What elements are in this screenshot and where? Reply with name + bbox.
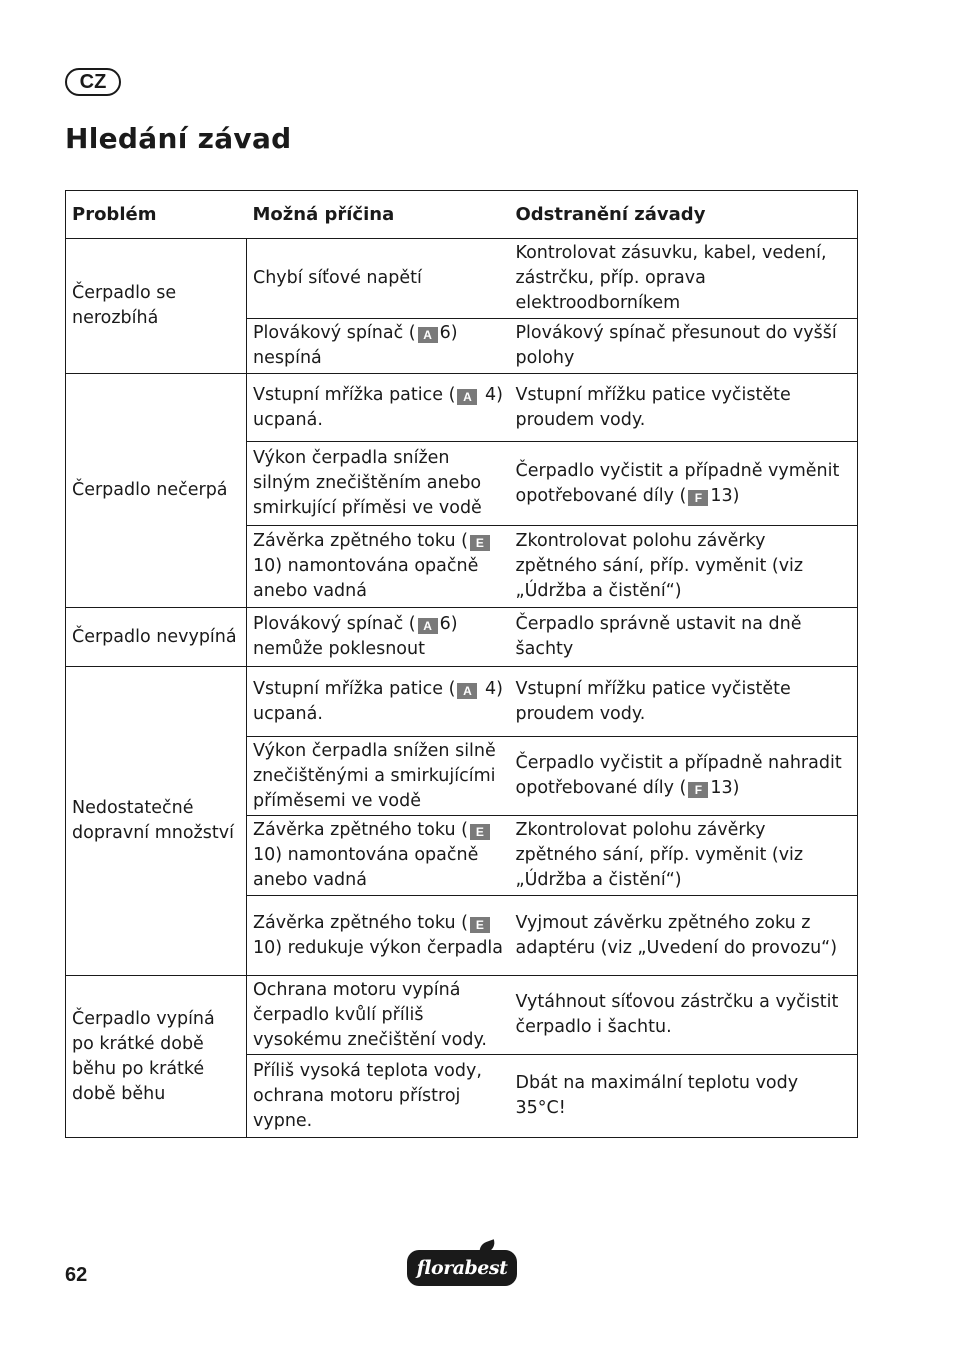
brand-logo xyxy=(407,1250,517,1286)
fix-cell xyxy=(510,608,858,667)
figure-ref-badge: A xyxy=(457,683,477,699)
figure-ref-badge: E xyxy=(470,535,490,551)
cause-text: Ochrana motoru vypíná čerpadlo kvůlí příliš vysokému znečištění vody. xyxy=(253,979,487,1050)
fix-text: 13) xyxy=(710,778,740,798)
language-badge: CZ xyxy=(65,68,121,96)
cause-text: Výkon čerpadla snížen silným znečištěním anebo smirkující příměsi ve vodě xyxy=(253,448,482,518)
fix-text: Čerpadlo správně ustavit na dně šachty xyxy=(515,614,802,659)
table-body xyxy=(66,239,858,1138)
fix-cell xyxy=(510,374,858,442)
fix-text: 13) xyxy=(710,485,740,506)
fix-text: Čerpadlo vyčistit a případně vyměnit opotřebované díly ( xyxy=(515,460,840,506)
table-header-row xyxy=(66,191,858,239)
cause-text: 4) ucpaná. xyxy=(253,384,503,430)
cause-text: 4) ucpaná. xyxy=(253,678,503,724)
cause-cell xyxy=(247,816,510,896)
cause-cell xyxy=(247,737,510,816)
figure-ref-badge: E xyxy=(470,917,490,933)
fix-text: Plovákový spínač přesunout do vyšší polohy xyxy=(515,323,837,368)
problem-cell: Čerpadlo se nerozbíhá xyxy=(66,239,247,374)
fix-cell xyxy=(510,319,858,374)
fix-text: Zkontrolovat polohu závěrky zpětného sání, příp. vyměnit (viz „Údržba a čistění“) xyxy=(515,820,804,890)
fix-text: Dbát na maximální teplotu vody 35°C! xyxy=(515,1073,799,1118)
cause-cell xyxy=(247,374,510,442)
figure-ref-badge: F xyxy=(688,490,708,506)
problem-cell: Čerpadlo nevypíná xyxy=(66,608,247,667)
figure-ref-badge: E xyxy=(470,824,490,840)
fix-cell xyxy=(510,667,858,737)
fix-cell xyxy=(510,816,858,896)
cause-text: Výkon čerpadla snížen silně znečištěnými a smirkujícími příměsemi ve vodě xyxy=(253,740,496,811)
cause-cell xyxy=(247,442,510,526)
figure-ref-badge: F xyxy=(688,782,708,798)
fix-cell xyxy=(510,239,858,319)
cause-text: Závěrka zpětného toku ( xyxy=(253,531,468,551)
cause-text: 10) redukuje výkon čerpadla xyxy=(253,937,504,958)
fix-text: Vyjmout závěrku zpětného zoku z adaptéru (viz „Uvedení do provozu“) xyxy=(515,912,838,958)
fix-cell xyxy=(510,526,858,608)
cause-cell xyxy=(247,667,510,737)
cause-cell xyxy=(247,1055,510,1138)
table-row xyxy=(66,374,858,442)
cause-text: Vstupní mřížka patice ( xyxy=(253,678,456,699)
table-row xyxy=(66,608,858,667)
cause-cell xyxy=(247,976,510,1055)
cause-text: 6) nemůže poklesnout xyxy=(253,614,458,659)
cause-text: Chybí síťové napětí xyxy=(253,268,422,288)
cause-cell xyxy=(247,896,510,976)
cause-text: Plovákový spínač ( xyxy=(253,614,416,634)
figure-ref-badge: A xyxy=(418,327,438,343)
page-number: 62 xyxy=(65,1264,88,1286)
figure-ref-badge: A xyxy=(457,389,477,405)
header-problem: Problém xyxy=(66,191,247,239)
table-row xyxy=(66,976,858,1055)
fix-cell xyxy=(510,442,858,526)
fix-text: Zkontrolovat polohu závěrky zpětného sání, příp. vyměnit (viz „Údržba a čistění“) xyxy=(515,531,804,601)
cause-text: 10) namontována opačně anebo vadná xyxy=(253,556,479,601)
cause-text: Plovákový spínač ( xyxy=(253,323,416,343)
fix-text: Vytáhnout síťovou zástrčku a vyčistit čerpadlo i šachtu. xyxy=(515,992,839,1037)
fix-text: Čerpadlo vyčistit a případně nahradit opotřebované díly ( xyxy=(515,753,842,798)
troubleshooting-table xyxy=(65,190,858,1138)
cause-cell xyxy=(247,319,510,374)
fix-cell xyxy=(510,896,858,976)
table-row xyxy=(66,667,858,737)
table-row xyxy=(66,239,858,319)
cause-cell xyxy=(247,608,510,667)
figure-ref-badge: A xyxy=(418,618,438,634)
cause-text: 6) nespíná xyxy=(253,323,458,368)
cause-text: Příliš vysoká teplota vody, ochrana motoru přístroj vypne. xyxy=(253,1060,482,1131)
cause-text: Závěrka zpětného toku ( xyxy=(253,912,468,933)
header-cause: Možná příčina xyxy=(247,191,510,239)
header-fix: Odstranění závady xyxy=(510,191,858,239)
brand-logo-text: florabest xyxy=(416,1257,508,1279)
cause-text: 10) namontována opačně anebo vadná xyxy=(253,845,479,890)
page-title: Hledání závad xyxy=(65,122,292,155)
problem-cell: Čerpadlo vypíná po krátké době běhu po krátké době běhu xyxy=(66,976,247,1138)
problem-cell: Čerpadlo nečerpá xyxy=(66,374,247,608)
cause-cell xyxy=(247,526,510,608)
fix-text: Vstupní mřížku patice vyčistěte proudem vody. xyxy=(515,678,791,724)
fix-text: Vstupní mřížku patice vyčistěte proudem vody. xyxy=(515,384,791,430)
cause-cell xyxy=(247,239,510,319)
fix-cell xyxy=(510,976,858,1055)
fix-cell xyxy=(510,1055,858,1138)
fix-cell xyxy=(510,737,858,816)
problem-cell: Nedostatečné dopravní množství xyxy=(66,667,247,976)
cause-text: Závěrka zpětného toku ( xyxy=(253,820,468,840)
cause-text: Vstupní mřížka patice ( xyxy=(253,384,456,405)
fix-text: Kontrolovat zásuvku, kabel, vedení, zástrčku, příp. oprava elektroodborníkem xyxy=(515,243,827,313)
